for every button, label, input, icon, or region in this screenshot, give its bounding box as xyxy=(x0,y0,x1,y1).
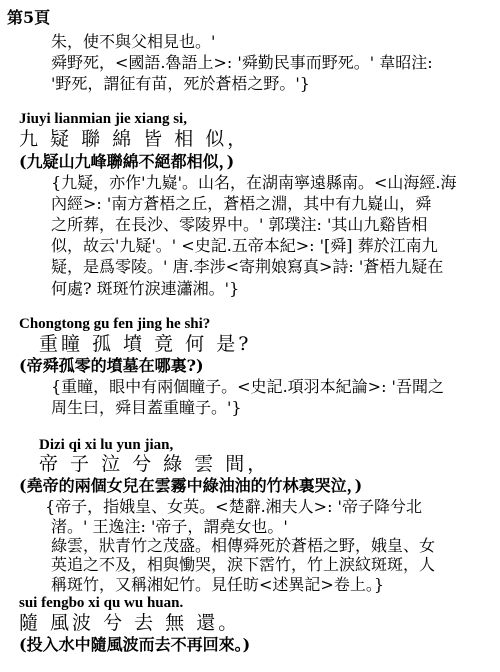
stanza1-note-line-2: 內經>: '南方蒼梧之丘，蒼梧之淵，其中有九嶷山，舜 xyxy=(51,193,432,213)
stanza1-note-line-5: 疑，是爲零陵。' 唐.李涉<寄荆娘寫真>詩: '蒼梧九疑在 xyxy=(51,257,444,277)
continuation-line-2: 舜野死，<國語.魯語上>: '舜勤民事而野死。' 韋昭注: xyxy=(51,52,433,72)
stanza3-note-line-3: 綠雲，狀青竹之茂盛。相傳舜死於蒼梧之野，娥皇、女 xyxy=(51,536,436,555)
stanza1-translation: (九疑山九峰聯綿不絕都相似，) xyxy=(19,151,235,171)
stanza1-note-line-4: 似，故云'九疑'。' <史記.五帝本紀>: '[舜] 葬於江南九 xyxy=(51,236,438,256)
stanza3-note-line-1: {帝子，指娥皇、女英。<楚辭.湘夫人>: '帝子降兮北 xyxy=(45,497,422,517)
stanza3-translation: (堯帝的兩個女兒在雲霧中綠油油的竹林裏哭泣，) xyxy=(19,476,363,495)
stanza4-translation: (投入水中隨風波而去不再回來。) xyxy=(19,634,251,654)
stanza2-pinyin: Chongtong gu fen jing he shi? xyxy=(19,315,211,332)
stanza2-translation: (帝舜孤零的墳墓在哪裏?) xyxy=(19,356,204,376)
stanza2-note-line-1: {重瞳，眼中有兩個瞳子。<史記.項羽本紀論>: '吾聞之 xyxy=(51,377,444,397)
stanza3-pinyin: Dizi qi xi lu yun jian, xyxy=(39,436,174,453)
stanza1-note-line-6: 何處? 斑斑竹淚連瀟湘。'} xyxy=(51,278,240,298)
stanza2-verse: 重瞳 孤 墳 竟 何 是? xyxy=(39,333,252,356)
stanza1-note-line-3: 之所葬，在長沙、零陵界中。' 郭璞注: '其山九谿皆相 xyxy=(51,215,428,234)
continuation-line-3: '野死，謂征有苗，死於蒼梧之野。'} xyxy=(51,73,310,93)
stanza3-note-line-2: 渚。' 王逸注: '帝子，謂堯女也。' xyxy=(51,516,288,536)
stanza3-verse: 帝 子 泣 兮 綠 雲 間， xyxy=(39,453,270,476)
stanza1-note-line-1: {九疑，亦作'九嶷'。山名，在湖南寧遠縣南。<山海經.海 xyxy=(51,172,457,192)
continuation-line-1: 朱，使不與父相見也。' xyxy=(51,31,216,51)
stanza4-pinyin: sui fengbo xi qu wu huan. xyxy=(19,595,184,612)
stanza1-pinyin: Jiuyi lianmian jie xiang si, xyxy=(19,111,187,127)
page-label: 第5頁 xyxy=(7,8,51,27)
stanza2-note-line-2: 周生曰，舜目蓋重瞳子。'} xyxy=(51,398,242,418)
stanza1-verse: 九 疑 聯 綿 皆 相 似， xyxy=(19,127,250,150)
stanza3-note-line-4: 英追之不及，相與慟哭，淚下霑竹，竹上淚紋斑斑，人 xyxy=(51,555,436,575)
stanza3-note-line-5: 稱斑竹，又稱湘妃竹。見任昉<述異記>卷上。} xyxy=(51,574,384,594)
stanza4-verse: 隨 風波 兮 去 無 還。 xyxy=(19,611,241,634)
